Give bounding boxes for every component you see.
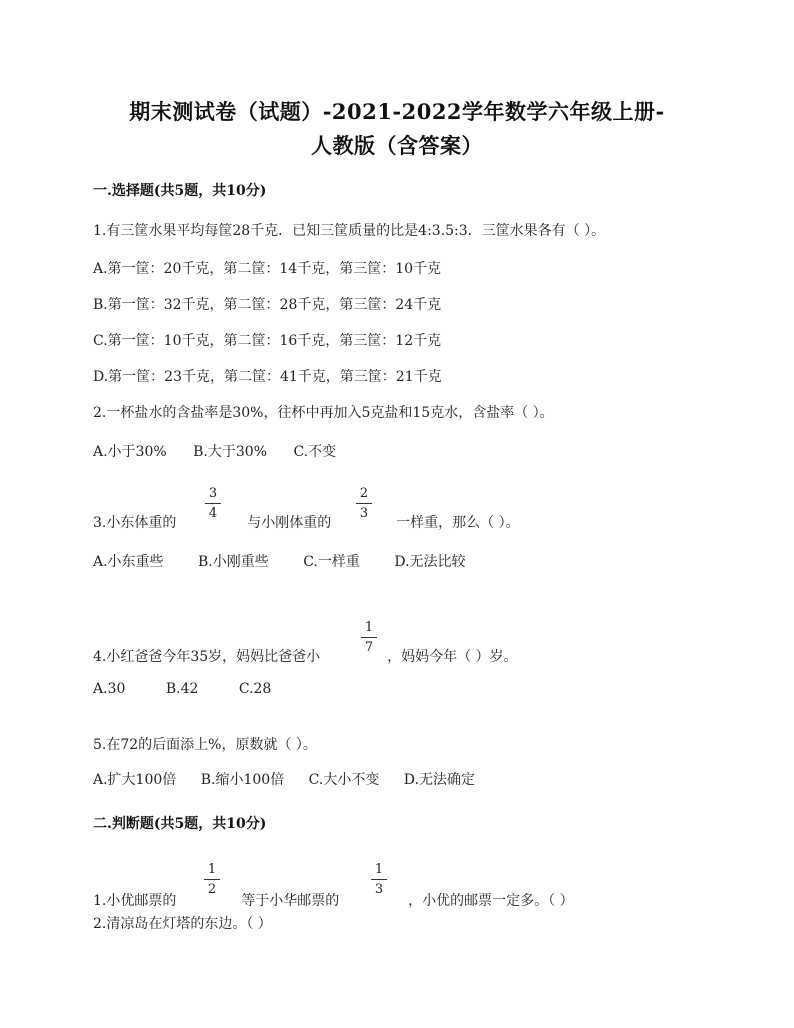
section1-heading: 一.选择题(共5题，共10分) bbox=[93, 183, 267, 199]
question-1-option-c: C.第一筐：10千克，第二筐：16千克，第三筐：12千克 bbox=[93, 333, 442, 349]
question-2-option-c: C.不变 bbox=[293, 444, 337, 460]
question-3-options bbox=[93, 551, 488, 571]
question-3-part1: 3.小东体重的 bbox=[93, 515, 177, 531]
judge-question-1-fraction-1: 1 2 bbox=[204, 862, 220, 898]
question-3-option-c: C.一样重 bbox=[303, 554, 360, 570]
question-4-text bbox=[93, 646, 518, 666]
question-5-text: 5.在72的后面添上%，原数就（ ）。 bbox=[93, 737, 317, 753]
question-3-part3: 一样重，那么（ ）。 bbox=[396, 515, 520, 531]
question-2-option-a: A.小于30% bbox=[93, 444, 167, 460]
question-1-option-d: D.第一筐：23千克，第二筐：41千克，第三筐：21千克 bbox=[93, 369, 442, 385]
document-title-line1: 期末测试卷（试题）-2021-2022学年数学六年级上册- bbox=[129, 99, 665, 124]
question-5-option-d: D.无法确定 bbox=[403, 772, 475, 788]
question-4-option-b: B.42 bbox=[165, 681, 199, 697]
question-3-option-d: D.无法比较 bbox=[394, 554, 466, 570]
question-3-text bbox=[93, 512, 520, 532]
question-5-option-c: C.大小不变 bbox=[308, 772, 380, 788]
judge-question-1-part3: ，小优的邮票一定多。（ ） bbox=[408, 893, 574, 909]
section2-heading: 二.判断题(共5题，共10分) bbox=[93, 816, 267, 832]
question-4-part2: ，妈妈今年（ ）岁。 bbox=[387, 649, 518, 665]
question-2-text: 2.一杯盐水的含盐率是30%，往杯中再加入5克盐和15克水，含盐率（ ）。 bbox=[93, 405, 554, 421]
judge-question-1-part2: 等于小华邮票的 bbox=[241, 893, 340, 909]
question-4-part1: 4.小红爸爸今年35岁，妈妈比爸爸小 bbox=[93, 649, 321, 665]
judge-question-1-part1: 1.小优邮票的 bbox=[93, 893, 177, 909]
question-5-option-a: A.扩大100倍 bbox=[93, 772, 177, 788]
question-3-option-b: B.小刚重些 bbox=[198, 554, 269, 570]
question-1-option-b: B.第一筐：32千克，第二筐：28千克，第三筐：24千克 bbox=[93, 297, 442, 313]
question-4-option-c: C.28 bbox=[238, 681, 272, 697]
question-4-option-a: A.30 bbox=[93, 681, 126, 697]
question-2-options bbox=[93, 441, 358, 461]
question-3-option-a: A.小东重些 bbox=[93, 554, 164, 570]
question-5-option-b: B.缩小100倍 bbox=[200, 772, 285, 788]
judge-question-1-text bbox=[93, 890, 574, 910]
question-1-option-a: A.第一筐：20千克，第二筐：14千克，第三筐：10千克 bbox=[93, 261, 442, 277]
judge-question-1-fraction-2: 1 3 bbox=[371, 862, 387, 898]
question-4-options bbox=[93, 681, 293, 697]
question-1-text: 1.有三筐水果平均每筐28千克．已知三筐质量的比是4:3.5:3．三筐水果各有（ ）。 bbox=[93, 223, 606, 239]
question-3-fraction-1: 3 4 bbox=[205, 486, 221, 522]
judge-question-2-text: 2.清凉岛在灯塔的东边。（ ） bbox=[93, 916, 272, 932]
question-3-part2: 与小刚体重的 bbox=[247, 515, 332, 531]
question-2-option-b: B.大于30% bbox=[193, 444, 267, 460]
question-4-fraction: 1 7 bbox=[361, 620, 377, 656]
document-title-line2: 人教版（含答案） bbox=[311, 133, 483, 158]
question-5-options bbox=[93, 769, 497, 789]
question-3-fraction-2: 2 3 bbox=[356, 486, 372, 522]
